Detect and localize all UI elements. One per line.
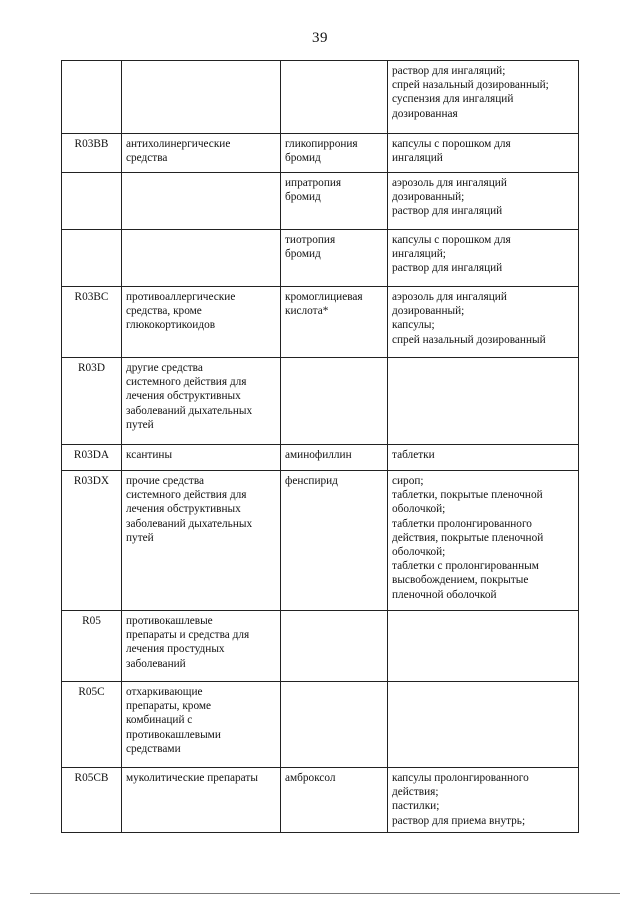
cell-text-line: ингаляций; bbox=[392, 248, 446, 261]
cell-text-line: ксантины bbox=[126, 449, 173, 461]
table-row bbox=[62, 134, 579, 173]
substance-cell bbox=[281, 768, 388, 833]
cell-text-line: путей bbox=[126, 531, 154, 544]
group-cell bbox=[122, 134, 281, 173]
cell-text-line: кислота* bbox=[285, 305, 329, 318]
cell-text-line: прочие средства bbox=[126, 475, 205, 487]
group-cell bbox=[122, 230, 281, 287]
dosage-forms-cell bbox=[388, 173, 579, 230]
substance-cell bbox=[281, 358, 388, 445]
table-row bbox=[62, 173, 579, 230]
cell-text-line: раствор для приема внутрь; bbox=[392, 814, 526, 827]
table-row bbox=[62, 682, 579, 768]
cell-text-line: системного действия для bbox=[126, 376, 247, 389]
cell-text-line: дозированная bbox=[392, 107, 458, 120]
page-number: 39 bbox=[312, 30, 328, 46]
table-row bbox=[62, 611, 579, 682]
cell-text-line: антихолинергические bbox=[126, 138, 231, 150]
cell-text-line: спрей назальный дозированный bbox=[392, 333, 546, 346]
atc-code-cell bbox=[62, 61, 122, 134]
atc-code-cell: R05 bbox=[62, 611, 122, 682]
dosage-forms-cell bbox=[388, 768, 579, 833]
cell-text-line: ингаляций bbox=[392, 152, 443, 165]
dosage-forms-cell bbox=[388, 358, 579, 445]
group-cell bbox=[122, 358, 281, 445]
table-row bbox=[62, 287, 579, 358]
cell-text-line: таблетки, покрытые пленочной bbox=[392, 489, 543, 502]
drug-classification-table bbox=[61, 60, 579, 833]
substance-cell bbox=[281, 445, 388, 471]
group-cell bbox=[122, 287, 281, 358]
group-cell bbox=[122, 61, 281, 134]
substance-cell bbox=[281, 611, 388, 682]
cell-text-line: кромоглициевая bbox=[285, 291, 363, 303]
cell-text-line: заболеваний дыхательных bbox=[126, 517, 253, 530]
cell-text-line: ипратропия bbox=[285, 177, 342, 189]
dosage-forms-cell bbox=[388, 682, 579, 768]
cell-text-line: аэрозоль для ингаляций bbox=[392, 177, 507, 189]
cell-text-line: гликопиррония bbox=[285, 138, 358, 150]
atc-code-cell: R03DX bbox=[62, 471, 122, 611]
group-cell bbox=[122, 682, 281, 768]
table-row bbox=[62, 61, 579, 134]
cell-text-line: противоаллергические bbox=[126, 291, 236, 303]
cell-text-line: суспензия для ингаляций bbox=[392, 93, 514, 106]
cell-text-line: лечения простудных bbox=[126, 643, 225, 656]
page-bottom-rule bbox=[30, 893, 620, 894]
substance-cell bbox=[281, 682, 388, 768]
substance-cell bbox=[281, 61, 388, 134]
cell-text-line: бромид bbox=[285, 191, 321, 204]
cell-text-line: путей bbox=[126, 418, 154, 431]
dosage-forms-cell bbox=[388, 471, 579, 611]
cell-text-line: средства bbox=[126, 152, 168, 165]
atc-code-cell: R03D bbox=[62, 358, 122, 445]
cell-text-line: таблетки с пролонгированным bbox=[392, 560, 539, 573]
substance-cell bbox=[281, 173, 388, 230]
cell-text-line: капсулы; bbox=[392, 319, 435, 332]
cell-text-line: капсулы с порошком для bbox=[392, 138, 511, 150]
cell-text-line: аминофиллин bbox=[285, 449, 352, 461]
cell-text-line: лечения обструктивных bbox=[126, 390, 241, 403]
cell-text-line: раствор для ингаляций; bbox=[392, 65, 506, 77]
atc-code-cell bbox=[62, 173, 122, 230]
group-cell bbox=[122, 445, 281, 471]
cell-text-line: капсулы пролонгированного bbox=[392, 772, 529, 784]
atc-code-cell: R03DA bbox=[62, 445, 122, 471]
table-row bbox=[62, 471, 579, 611]
atc-code-cell bbox=[62, 230, 122, 287]
atc-code-cell: R03BB bbox=[62, 134, 122, 173]
table-row bbox=[62, 768, 579, 833]
cell-text-line: раствор для ингаляций bbox=[392, 205, 503, 218]
cell-text-line: бромид bbox=[285, 248, 321, 261]
cell-text-line: оболочкой; bbox=[392, 546, 446, 559]
cell-text-line: спрей назальный дозированный; bbox=[392, 79, 549, 92]
dosage-forms-cell bbox=[388, 61, 579, 134]
cell-text-line: муколитические препараты bbox=[126, 772, 258, 784]
cell-text-line: пленочной оболочкой bbox=[392, 588, 497, 601]
cell-text-line: таблетки bbox=[392, 449, 435, 461]
table-row bbox=[62, 445, 579, 471]
cell-text-line: препараты, кроме bbox=[126, 700, 212, 713]
cell-text-line: сироп; bbox=[392, 475, 424, 487]
cell-text-line: бромид bbox=[285, 152, 321, 165]
atc-code-cell: R03BC bbox=[62, 287, 122, 358]
cell-text-line: средства, кроме bbox=[126, 305, 202, 318]
group-cell bbox=[122, 768, 281, 833]
cell-text-line: другие средства bbox=[126, 362, 203, 374]
dosage-forms-cell bbox=[388, 611, 579, 682]
substance-cell bbox=[281, 471, 388, 611]
cell-text-line: фенспирид bbox=[285, 475, 338, 487]
cell-text-line: противокашлевыми bbox=[126, 728, 221, 741]
dosage-forms-cell bbox=[388, 230, 579, 287]
cell-text-line: капсулы с порошком для bbox=[392, 234, 511, 246]
table-row bbox=[62, 358, 579, 445]
cell-text-line: средствами bbox=[126, 742, 181, 755]
cell-text-line: оболочкой; bbox=[392, 503, 446, 516]
cell-text-line: системного действия для bbox=[126, 489, 247, 502]
group-cell bbox=[122, 471, 281, 611]
table-body bbox=[62, 61, 579, 833]
cell-text-line: противокашлевые bbox=[126, 615, 213, 627]
cell-text-line: амброксол bbox=[285, 772, 336, 784]
cell-text-line: пастилки; bbox=[392, 800, 440, 813]
cell-text-line: дозированный; bbox=[392, 191, 465, 204]
atc-code-cell: R05C bbox=[62, 682, 122, 768]
cell-text-line: лечения обструктивных bbox=[126, 503, 241, 516]
table-row bbox=[62, 230, 579, 287]
cell-text-line: таблетки пролонгированного bbox=[392, 517, 532, 530]
cell-text-line: комбинаций с bbox=[126, 714, 193, 727]
cell-text-line: аэрозоль для ингаляций bbox=[392, 291, 507, 303]
cell-text-line: заболеваний bbox=[126, 657, 186, 670]
group-cell bbox=[122, 173, 281, 230]
dosage-forms-cell bbox=[388, 134, 579, 173]
cell-text-line: тиотропия bbox=[285, 234, 336, 246]
substance-cell bbox=[281, 134, 388, 173]
dosage-forms-cell bbox=[388, 445, 579, 471]
substance-cell bbox=[281, 287, 388, 358]
dosage-forms-cell bbox=[388, 287, 579, 358]
cell-text-line: отхаркивающие bbox=[126, 686, 203, 698]
cell-text-line: препараты и средства для bbox=[126, 629, 250, 642]
group-cell bbox=[122, 611, 281, 682]
cell-text-line: глюкокортикоидов bbox=[126, 319, 216, 332]
atc-code-cell: R05CB bbox=[62, 768, 122, 833]
cell-text-line: дозированный; bbox=[392, 305, 465, 318]
substance-cell bbox=[281, 230, 388, 287]
cell-text-line: заболеваний дыхательных bbox=[126, 404, 253, 417]
cell-text-line: действия, покрытые пленочной bbox=[392, 531, 544, 544]
cell-text-line: высвобождением, покрытые bbox=[392, 574, 529, 587]
cell-text-line: раствор для ингаляций bbox=[392, 262, 503, 275]
cell-text-line: действия; bbox=[392, 786, 439, 799]
